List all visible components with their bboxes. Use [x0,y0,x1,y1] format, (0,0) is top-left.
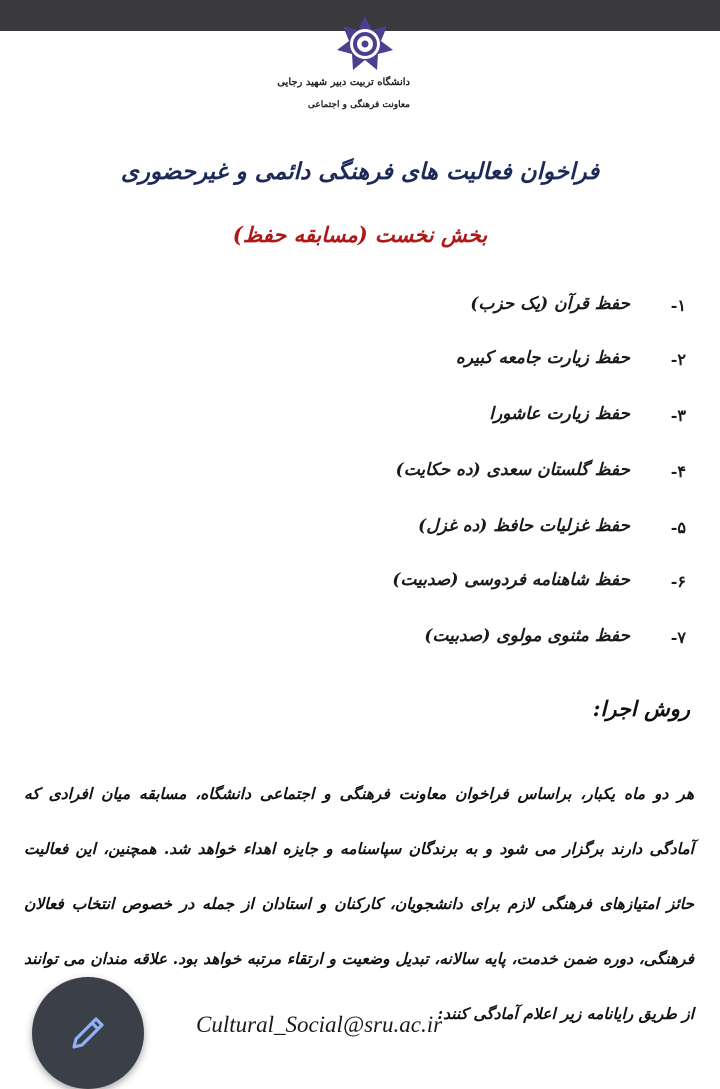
item-number: ۳- [670,406,686,425]
item-number: ۲- [670,350,686,369]
university-name: دانشگاه تربیت دبیر شهید رجایی [277,77,410,88]
list-item [0,620,720,660]
item-number: ۱- [670,296,686,315]
university-logo [277,12,410,132]
university-star-logo-icon [333,12,397,76]
contact-email[interactable]: Cultural_Social@sru.ac.ir [196,1012,443,1037]
method-paragraph: هر دو ماه یکبار، براساس فراخوان معاونت فرهنگی و اجتماعی دانشگاه، مسابقه میان افرادی که آمادگی دارند برگزار می شود و به برندگان سپاسنامه و جایزه اهداء خواهد شد. همچنین، این فعالیت حائز امتیازهای فرهنگی لازم برای دانشجویان، کارکنان و استادان از جمله در خصوص انتخاب فعالان فرهنگی، دوره ضمن خدمت، پایه سالانه، تبدیل وضعیت و ارتقاء مرتبه خواهد بود. علاقه مندان می توانند از طریق رایانامه زیر اعلام آمادگی کنند: [24,784,694,1023]
section-subtitle: بخش نخست (مسابقه حفظ) [232,222,488,247]
edit-fab-button[interactable] [32,977,144,1089]
list-item [0,564,720,604]
list-item [0,342,720,382]
item-number: ۴- [670,462,686,481]
list-item [0,454,720,494]
item-label: حفظ گلستان سعدی (ده حکایت) [395,460,630,480]
list-item [0,510,720,550]
item-number: ۶- [670,572,686,591]
item-label: حفظ زیارت جامعه کبیره [455,348,630,368]
pencil-edit-icon [66,1011,110,1055]
item-label: حفظ قرآن (یک حزب) [470,294,630,314]
item-number: ۷- [670,628,686,647]
item-number: ۵- [670,518,686,537]
method-heading: روش اجرا: [592,696,690,721]
item-label: حفظ غزلیات حافظ (ده غزل) [418,516,630,536]
item-label: حفظ زیارت عاشورا [489,404,630,424]
list-item [0,288,720,328]
item-label: حفظ شاهنامه فردوسی (صدبیت) [392,570,630,590]
deputy-name: معاونت فرهنگی و اجتماعی [307,100,410,110]
list-item [0,398,720,438]
page-title: فراخوان فعالیت های فرهنگی دائمی و غیرحضوری [120,158,600,185]
item-label: حفظ مثنوی مولوی (صدبیت) [424,626,630,646]
